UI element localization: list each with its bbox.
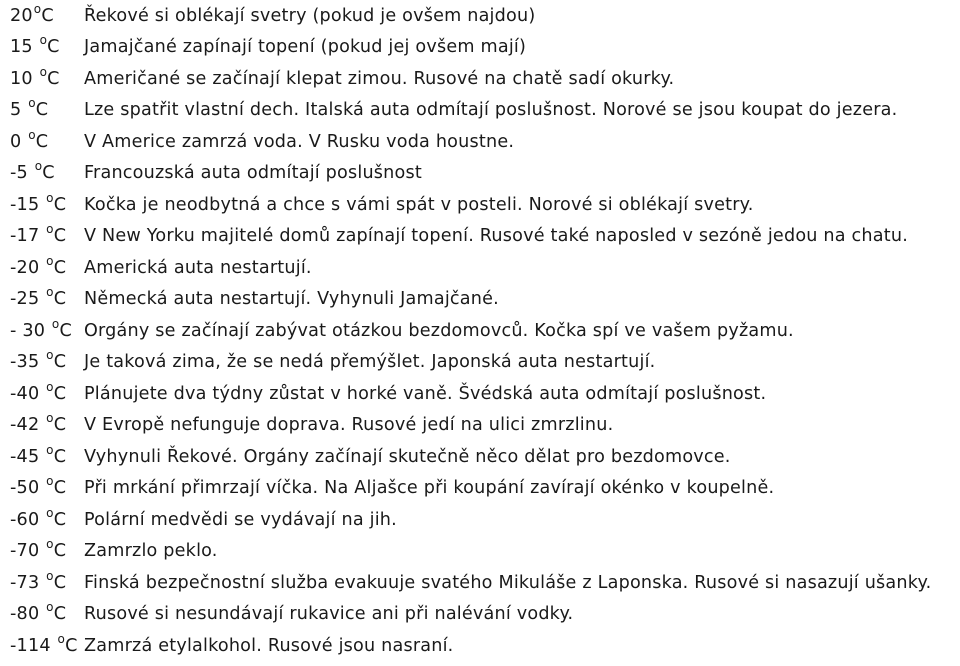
list-item <box>10 221 955 253</box>
temperature-value: -15 $^o$C <box>10 190 67 215</box>
description-text: Vyhynuli Řekové. Orgány začínají skutečně něco dělat pro bezdomovce. <box>84 446 731 467</box>
degree-symbol: o <box>46 379 54 394</box>
degree-symbol: o <box>34 159 43 174</box>
description-text: V New Yorku majitelé domů zapínají topení. Rusové také naposled v sezóně jedou na chatu. <box>84 226 909 247</box>
degree-symbol: o <box>46 190 54 205</box>
description-text: Finská bezpečnostní služba evakuuje svatého Mikuláše z Laponska. Rusové si nasazují ušanky. <box>84 572 932 593</box>
list-item <box>10 410 955 442</box>
description-text: Američané se začínají klepat zimou. Rusové na chatě sadí okurky. <box>84 68 675 89</box>
description-text: Zamrzlo peklo. <box>84 541 218 562</box>
description-text: Řekové si oblékají svetry (pokud je ovšem najdou) <box>84 5 536 26</box>
temperature-value: -5 $^o$C <box>10 159 55 184</box>
list-item <box>10 95 955 127</box>
degree-symbol: o <box>46 568 54 583</box>
list-item <box>10 252 955 284</box>
degree-symbol: o <box>51 316 60 331</box>
list-item <box>10 189 955 221</box>
temperature-value: -50 $^o$C <box>10 474 67 499</box>
description-text: V Americe zamrzá voda. V Rusku voda houstne. <box>84 131 515 152</box>
temperature-value: 5 $^o$C <box>10 96 49 121</box>
temperature-value: -114 $^o$C <box>10 631 78 656</box>
list-item <box>10 158 955 190</box>
list-item <box>10 441 955 473</box>
description-text: V Evropě nefunguje doprava. Rusové jedí na ulici zmrzlinu. <box>84 415 614 436</box>
list-item <box>10 378 955 410</box>
temperature-list <box>10 0 955 662</box>
degree-symbol: o <box>28 96 36 111</box>
degree-symbol: o <box>46 285 54 300</box>
degree-symbol: o <box>39 64 48 79</box>
list-item <box>10 504 955 536</box>
temperature-value: -60 $^o$C <box>10 505 67 530</box>
list-item <box>10 347 955 379</box>
degree-symbol: o <box>46 474 54 489</box>
degree-symbol: o <box>57 631 66 646</box>
description-text: Orgány se začínají zabývat otázkou bezdomovců. Kočka spí ve vašem pyžamu. <box>84 320 794 341</box>
description-text: Americká auta nestartují. <box>84 257 312 278</box>
description-text: Jamajčané zapínají topení (pokud jej ovšem mají) <box>84 37 527 58</box>
temperature-value: -40 $^o$C <box>10 379 67 404</box>
description-text: Zamrzá etylalkohol. Rusové jsou nasraní. <box>84 635 454 656</box>
temperature-value: -42 $^o$C <box>10 411 67 436</box>
list-item <box>10 599 955 631</box>
list-item <box>10 315 955 347</box>
description-text: Francouzská auta odmítají poslušnost <box>84 163 422 184</box>
list-item <box>10 32 955 64</box>
description-text: Německá auta nestartují. Vyhynuli Jamajčané. <box>84 289 499 310</box>
description-text: Kočka je neodbytná a chce s vámi spát v posteli. Norové si oblékají svetry. <box>84 194 754 215</box>
description-text: Lze spatřit vlastní dech. Italská auta odmítají poslušnost. Norové se jsou koupat do jezera. <box>84 100 898 121</box>
temperature-value: -45 $^o$C <box>10 442 67 467</box>
list-item <box>10 630 955 662</box>
degree-symbol: o <box>46 411 54 426</box>
degree-symbol: o <box>46 600 54 615</box>
degree-symbol: o <box>46 348 54 363</box>
temperature-value: 0 $^o$C <box>10 127 49 152</box>
description-text: Plánujete dva týdny zůstat v horké vaně. Švédská auta odmítají poslušnost. <box>84 383 767 404</box>
list-item <box>10 284 955 316</box>
list-item <box>10 567 955 599</box>
degree-symbol: o <box>46 505 54 520</box>
list-item <box>10 473 955 505</box>
degree-symbol: o <box>33 1 42 16</box>
description-text: Je taková zima, že se nedá přemýšlet. Japonská auta nestartují. <box>84 352 656 373</box>
degree-symbol: o <box>28 127 36 142</box>
degree-symbol: o <box>46 442 54 457</box>
temperature-value: -17 $^o$C <box>10 222 67 247</box>
list-item <box>10 536 955 568</box>
description-text: Polární medvědi se vydávají na jih. <box>84 509 397 530</box>
degree-symbol: o <box>46 253 54 268</box>
temperature-value: -20 $^o$C <box>10 253 67 278</box>
temperature-value: - 30 $^o$C <box>10 316 72 341</box>
temperature-value: -73 $^o$C <box>10 568 67 593</box>
temperature-value: -70 $^o$C <box>10 537 67 562</box>
list-item <box>10 63 955 95</box>
list-item <box>10 126 955 158</box>
temperature-value: 15 $^o$C <box>10 33 60 58</box>
list-item <box>10 0 955 32</box>
description-text: Při mrkání přimrzají víčka. Na Aljašce při koupání zavírají okénko v koupelně. <box>84 478 775 499</box>
temperature-value: -25 $^o$C <box>10 285 67 310</box>
degree-symbol: o <box>39 33 48 48</box>
temperature-value: -80 $^o$C <box>10 600 67 625</box>
description-text: Rusové si nesundávají rukavice ani při nalévání vodky. <box>84 604 574 625</box>
temperature-value: 20$^o$C <box>10 1 54 26</box>
temperature-value: 10 $^o$C <box>10 64 60 89</box>
temperature-value: -35 $^o$C <box>10 348 67 373</box>
degree-symbol: o <box>46 222 54 237</box>
degree-symbol: o <box>46 537 54 552</box>
